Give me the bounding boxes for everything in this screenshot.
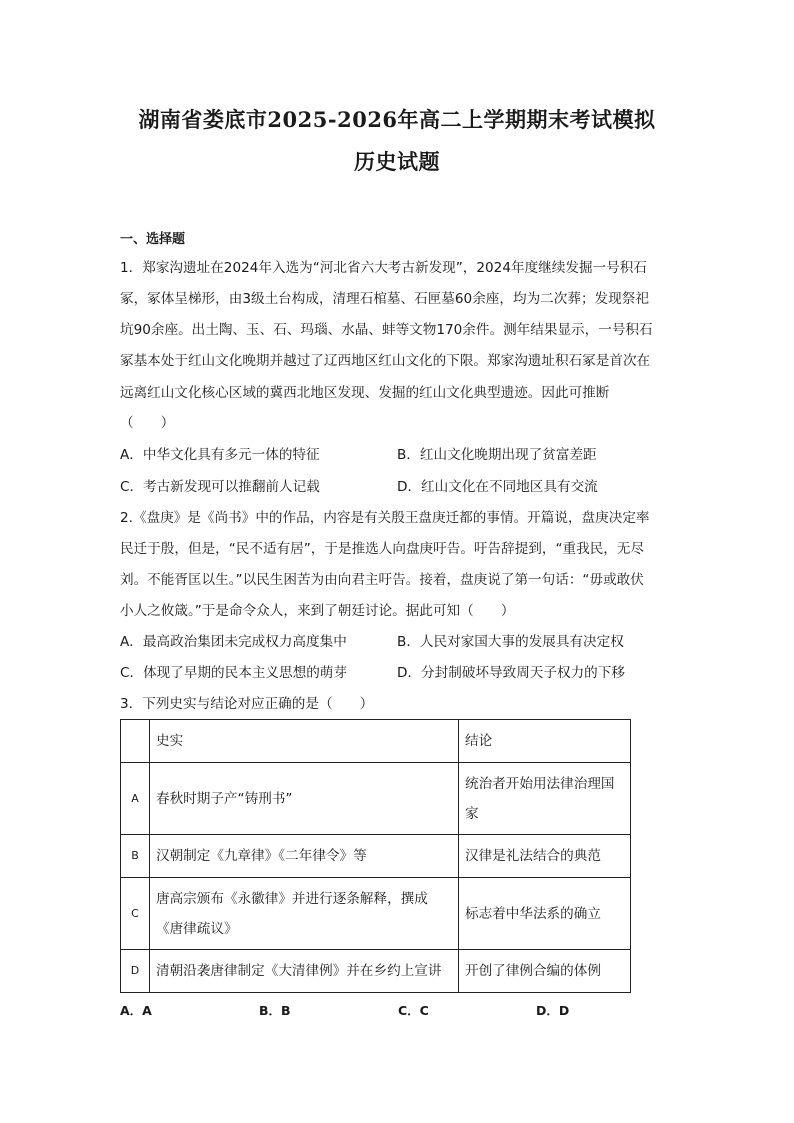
row-fact: 春秋时期子产“铸刑书”	[150, 763, 459, 835]
exam-title: 湖南省娄底市2025-2026年高二上学期期末考试模拟	[138, 107, 656, 132]
facts-table	[120, 719, 631, 993]
q2-option-b: B．人民对家国大事的发展具有决定权	[397, 634, 624, 650]
row-fact: 清朝沿袭唐律制定《大清律例》并在乡约上宣讲	[150, 950, 459, 993]
table-row	[121, 835, 631, 878]
table-row	[121, 878, 631, 950]
section-heading: 一、选择题	[120, 232, 186, 247]
q1-line: 1．郑家沟遗址在2024年入选为“河北省六大考古新发现”，2024年度继续发掘一号积石	[120, 260, 647, 276]
row-conclusion: 开创了律例合编的体例	[459, 950, 631, 993]
row-letter: B	[121, 835, 150, 878]
row-conclusion: 汉律是礼法结合的典范	[459, 835, 631, 878]
table-row	[121, 763, 631, 835]
q2-option-c: C．体现了早期的民本主义思想的萌芽	[120, 665, 347, 681]
q1-line: 冢，冢体呈梯形，由3级土台构成，清理石棺墓、石匣墓60余座，均为二次葬；发现祭祀	[120, 291, 649, 307]
q1-line: 远离红山文化核心区域的冀西北地区发现、发掘的红山文化典型遗迹。因此可推断	[120, 385, 610, 401]
q1-line: 冢基本处于红山文化晚期并越过了辽西地区红山文化的下限。郑家沟遗址积石冢是首次在	[120, 353, 651, 369]
q3-option-d: D．D	[536, 1003, 570, 1018]
q2-line: 民迁于殷，但是，“民不适有居”，于是推选人向盘庚吁告。吁告辞提到，“重我民，无尽	[120, 541, 645, 557]
table-header-cell	[121, 720, 150, 763]
row-letter: D	[121, 950, 150, 993]
table-header-conclusion: 结论	[459, 720, 631, 763]
q1-option-b: B．红山文化晚期出现了贫富差距	[397, 447, 597, 463]
q3-option-a: A．A	[120, 1003, 152, 1018]
q3-stem: 3．下列史实与结论对应正确的是（ ）	[120, 696, 374, 712]
q1-option-a: A．中华文化具有多元一体的特征	[120, 447, 320, 463]
q1-option-d: D．红山文化在不同地区具有交流	[397, 479, 598, 495]
q1-option-c: C．考古新发现可以推翻前人记载	[120, 479, 320, 495]
q2-line: 2.《盘庚》是《尚书》中的作品，内容是有关殷王盘庚迁都的事情。开篇说，盘庚决定率	[120, 510, 650, 526]
q2-option-d: D．分封制破坏导致周天子权力的下移	[397, 665, 625, 681]
q2-line: 小人之攸箴。”于是命令众人，来到了朝廷讨论。据此可知（ ）	[120, 603, 515, 619]
row-letter: C	[121, 878, 150, 950]
row-conclusion: 统治者开始用法律治理国家	[459, 763, 631, 835]
row-letter: A	[121, 763, 150, 835]
q3-option-c: C．C	[398, 1003, 429, 1018]
row-fact: 唐高宗颁布《永徽律》并进行逐条解释，撰成《唐律疏议》	[150, 878, 459, 950]
q1-line: 坑90余座。出土陶、玉、石、玛瑙、水晶、蚌等文物170余件。测年结果显示，一号积石	[120, 322, 653, 338]
table-header-row	[121, 720, 631, 763]
table-header-fact: 史实	[150, 720, 459, 763]
exam-subtitle: 历史试题	[354, 149, 440, 174]
q2-line: 刘。不能胥匡以生。”以民生困苦为由向君主吁告。接着，盘庚说了第一句话：“毋或敢伏	[120, 572, 644, 588]
table-row	[121, 950, 631, 993]
q3-option-b: B．B	[259, 1003, 291, 1018]
row-conclusion: 标志着中华法系的确立	[459, 878, 631, 950]
q1-line: （ ）	[120, 415, 175, 431]
q2-option-a: A．最高政治集团未完成权力高度集中	[120, 634, 347, 650]
row-fact: 汉朝制定《九章律》《二年律令》等	[150, 835, 459, 878]
